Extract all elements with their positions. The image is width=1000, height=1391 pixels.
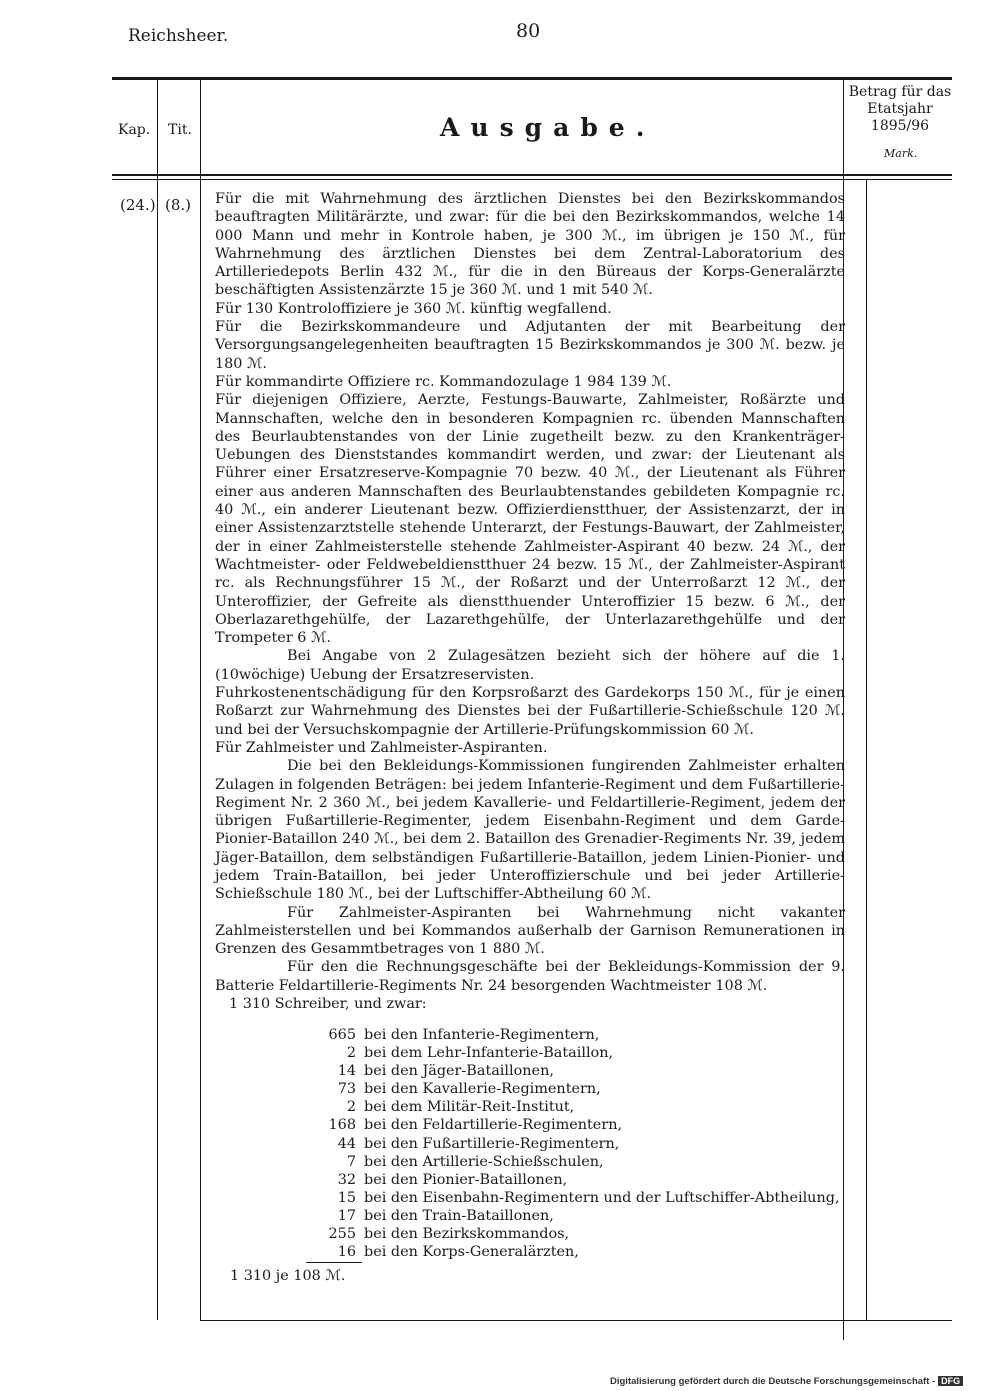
- clerk-count: 44: [337, 1135, 356, 1152]
- clerk-unit: bei den Kavallerie-Regimentern,: [364, 1081, 601, 1098]
- clerk-unit: bei dem Militär-Reit-Institut,: [364, 1099, 575, 1116]
- digitization-credit: [610, 1376, 963, 1387]
- clerk-count: 14: [337, 1063, 356, 1080]
- kap-header: Kap.: [118, 122, 151, 138]
- paragraph: Für Zahlmeister-Aspiranten bei Wahrnehmung nicht vakanter Zahlmeisterstellen und bei Kommandos außerhalb der Garnison Remunerationen in Grenzen des Gesammtbetrages von 1 880 ℳ.: [215, 904, 845, 958]
- clerk-unit: bei den Eisenbahn-Regimentern und der Luftschiffer-Abtheilung,: [364, 1189, 840, 1206]
- clerk-count: 15: [337, 1189, 356, 1206]
- amount-unit: Mark.: [884, 147, 918, 160]
- table-top-rule: [112, 77, 952, 80]
- paragraph: Für die mit Wahrnehmung des ärztlichen Dienstes bei den Bezirkskommandos beauftragten Militärärzte, und zwar: für die bei den Bezirkskommandos, welche 14 000 Mann und mehr in Kontrole haben, je 300 ℳ., im übrigen je 150 ℳ., für Wahrnehmung des ärztlichen Dienstes bei dem Zentral-Laboratorium des Artilleriedepots Berlin 432 ℳ., für die in den Büreaus der Korps-Generalärzte beschäftigten Assistenzärzte 15 je 360 ℳ. und 1 mit 540 ℳ.: [215, 191, 845, 299]
- clerk-count: 32: [337, 1171, 356, 1188]
- expenditure-text: [215, 190, 845, 1013]
- clerk-unit: bei den Pionier-Bataillonen,: [364, 1171, 568, 1188]
- list-item: [300, 1080, 840, 1098]
- table-head-rule-2: [112, 179, 952, 180]
- clerk-unit: bei den Jäger-Bataillonen,: [364, 1063, 554, 1080]
- clerks-list: [300, 1026, 840, 1261]
- clerk-unit: bei den Infanterie-Regimentern,: [364, 1027, 600, 1043]
- clerk-unit: bei den Feldartillerie-Regimentern,: [364, 1117, 623, 1134]
- kap-column-rule: [157, 80, 158, 1320]
- list-item: [300, 1189, 840, 1207]
- credit-text: Digitalisierung gefördert durch die Deutsche Forschungsgemeinschaft -: [610, 1376, 936, 1387]
- list-item: [300, 1062, 840, 1080]
- clerk-count: 16: [337, 1244, 356, 1261]
- tit-label: (8.): [165, 196, 192, 214]
- clerks-heading: 1 310 Schreiber, und zwar:: [229, 996, 427, 1013]
- paragraph: Für kommandirte Offiziere rc. Kommandozulage 1 984 139 ℳ.: [215, 373, 672, 390]
- list-item: [300, 1207, 840, 1225]
- clerk-unit: bei den Korps-Generalärzten,: [364, 1244, 579, 1261]
- paragraph: Für die Bezirkskommandeure und Adjutanten der mit Bearbeitung der Versorgungsangelegenheiten beauftragten 15 Bezirkskommandos je 300 ℳ. bezw. je 180 ℳ.: [215, 319, 845, 372]
- table-bottom-rule: [200, 1320, 952, 1321]
- page-number: 80: [516, 20, 541, 42]
- table-head-rule: [112, 174, 952, 176]
- clerk-count: 665: [328, 1027, 356, 1043]
- clerk-unit: bei dem Lehr-Infanterie-Bataillon,: [364, 1045, 614, 1062]
- clerks-total: 1 310 je 108 ℳ.: [230, 1268, 346, 1284]
- list-item: [300, 1116, 840, 1134]
- list-item: [300, 1098, 840, 1116]
- running-head: Reichsheer.: [128, 26, 229, 46]
- paragraph: Für diejenigen Offiziere, Aerzte, Festungs-Bauwarte, Zahlmeister, Roßärzte und Mannschaften, welche den in besonderen Kompagnien rc. übenden Mannschaften des Beurlaubtenstandes von der Linie zugetheilt bezw. zu den Krankenträger-Uebungen des Dienststandes kommandirt werden, und zwar: der Lieutenant als Führer einer Ersatzreserve-Kompagnie 70 bezw. 40 ℳ., der Lieutenant als Führer einer aus anderen Mannschaften des Beurlaubtenstandes gebildeten Kompagnie rc. 40 ℳ., ein anderer Lieutenant bezw. Offizierdienstthuer, der Assistenzarzt, der in einer Assistenzarztstelle stehende Unterarzt, der Festungs-Bauwart, der Zahlmeister, der in einer Zahlmeisterstelle stehende Zahlmeister-Aspirant 40 bezw. 24 ℳ., der Wachtmeister- oder Feldwebeldienstthuer 24 bezw. 15 ℳ., der Zahlmeister-Aspirant rc. als Rechnungsführer 15 ℳ., der Roßarzt und der Unterroßarzt 12 ℳ., der Unteroffizier, der Gefreite als dienstthuender Unteroffizier 15 bezw. 6 ℳ., der Oberlazarethgehülfe, der Lazarethgehülfe, der Unterlazarethgehülfe und der Trompeter 6 ℳ.: [215, 392, 845, 647]
- tit-column-rule: [200, 80, 201, 1320]
- paragraph: Fuhrkostenentschädigung für den Korpsroßarzt des Gardekorps 150 ℳ., für je einen Roßarzt zur Wahrnehmung des Dienstes bei der Fußartillerie-Schießschule 120 ℳ. und bei der Versuchskompagnie der Artillerie-Prüfungskommission 60 ℳ.: [215, 685, 845, 738]
- clerk-unit: bei den Fußartillerie-Regimentern,: [364, 1135, 620, 1152]
- list-item: [300, 1225, 840, 1243]
- list-item: [300, 1026, 840, 1044]
- clerk-unit: bei den Train-Bataillonen,: [364, 1207, 554, 1224]
- clerk-unit: bei den Artillerie-Schießschulen,: [364, 1153, 604, 1170]
- sum-rule: [306, 1262, 362, 1263]
- table-title: Ausgabe.: [440, 113, 656, 142]
- list-item: [300, 1044, 840, 1062]
- clerk-count: 2: [346, 1099, 356, 1116]
- paragraph-note: Bei Angabe von 2 Zulagesätzen bezieht sich der höhere auf die 1. (10wöchige) Uebung der Ersatzreservisten.: [215, 648, 845, 683]
- amount-header: Betrag für das Etatsjahr 1895/96: [848, 84, 952, 134]
- clerk-count: 7: [346, 1153, 356, 1170]
- paragraph: Für den die Rechnungsgeschäfte bei der Bekleidungs-Kommission der 9. Batterie Feldartillerie-Regiments Nr. 24 besorgenden Wachtmeister 108 ℳ.: [215, 959, 845, 994]
- tit-header: Tit.: [168, 122, 192, 138]
- paragraph: Die bei den Bekleidungs-Kommissionen fungirenden Zahlmeister erhalten Zulagen in folgenden Beträgen: bei jedem Infanterie-Regiment und dem Fußartillerie-Regiment Nr. 2 360 ℳ., bei jedem Kavallerie- und Feldartillerie-Regiment, jedem der übrigen Fußartillerie-Regimenter, jedem Eisenbahn-Regiment und dem Garde-Pionier-Bataillon 240 ℳ., bei dem 2. Bataillon des Grenadier-Regiments Nr. 39, jedem Jäger-Bataillon, dem selbständigen Fußartillerie-Bataillon, jedem Linien-Pionier- und jedem Train-Bataillon, bei jeder Unteroffizierschule und bei jeder Artillerie-Schießschule 180 ℳ., bei der Luftschiffer-Abtheilung 60 ℳ.: [215, 758, 846, 903]
- clerk-count: 255: [328, 1226, 356, 1243]
- clerk-count: 2: [346, 1045, 356, 1062]
- list-item: [300, 1135, 840, 1153]
- clerk-unit: bei den Bezirkskommandos,: [364, 1226, 570, 1243]
- list-item: [300, 1171, 840, 1189]
- list-item: [300, 1243, 840, 1261]
- paragraph: Für 130 Kontroloffiziere je 360 ℳ. künftig wegfallend.: [215, 300, 612, 317]
- dfg-logo: DFG: [938, 1376, 963, 1386]
- clerk-count: 168: [328, 1117, 356, 1134]
- kap-label: (24.): [120, 196, 156, 214]
- clerk-count: 17: [337, 1207, 356, 1224]
- list-item: [300, 1153, 840, 1171]
- paragraph-heading: Für Zahlmeister und Zahlmeister-Aspiranten.: [215, 739, 548, 756]
- clerk-count: 73: [337, 1081, 356, 1098]
- amount-column-rule-2: [866, 180, 867, 1320]
